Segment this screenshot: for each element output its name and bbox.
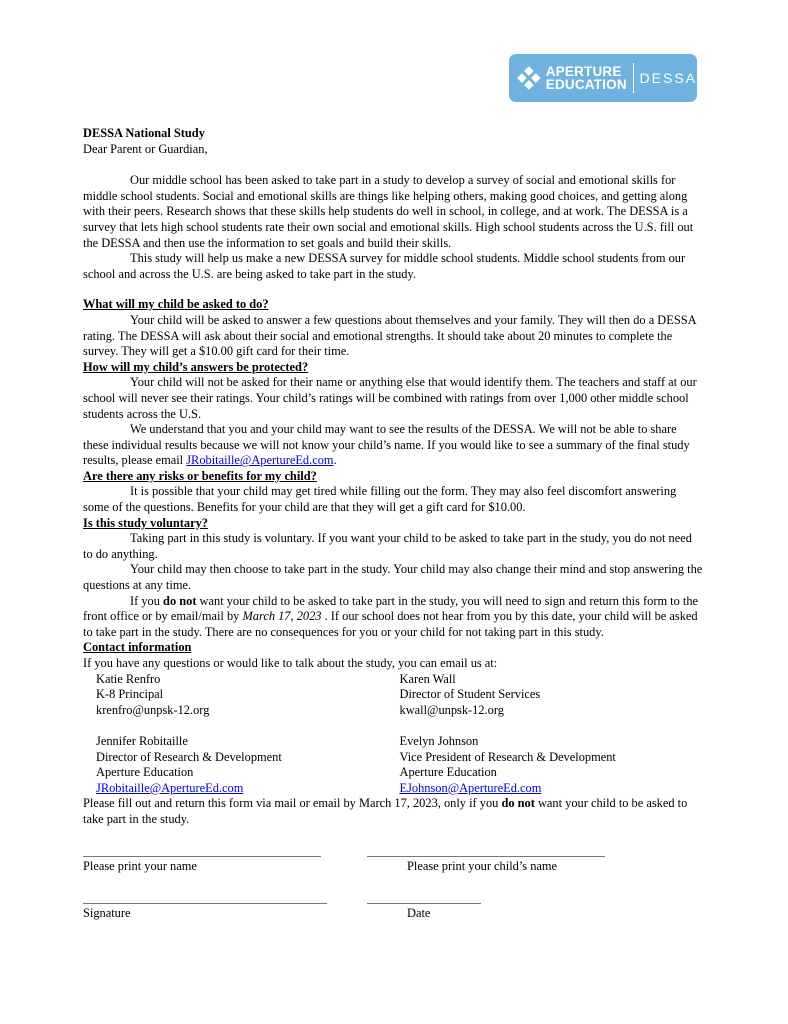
closing-text-bold: do not xyxy=(501,796,535,811)
child-name-line xyxy=(367,856,605,857)
contact-email-link[interactable]: EJohnson@ApertureEd.com xyxy=(399,780,542,795)
date-field[interactable] xyxy=(367,903,507,921)
section-heading-risks: Are there any risks or benefits for my child? xyxy=(83,468,317,483)
aperture-education-logo xyxy=(509,54,697,102)
contact-name: Katie Renfro xyxy=(96,671,161,686)
parent-name-line xyxy=(83,856,321,857)
signature-field[interactable] xyxy=(83,903,367,921)
section-heading-protection: How will my child’s answers be protected? xyxy=(83,359,309,374)
name-fields-row xyxy=(83,856,607,874)
section-risks-paragraph: It is possible that your child may get tired while filling out the form. They may also feel discomfort answering some of the questions. Benefits for your child are that they will get a gift card for $10.00. xyxy=(83,484,677,515)
protection-text: We understand that you and your child may want to see the results of the DESSA. We will not be able to share these individual results because we will not know your child’s name. If you would like to see a summary of the final study results, please email xyxy=(83,422,690,468)
contact-org: Aperture Education xyxy=(399,765,497,780)
intro-paragraph-1: Our middle school has been asked to take part in a study to develop a survey of social and emotional skills for middle school students. Social and emotional skills are things like helping others, making good choices, and getting along with their peers. Research shows that these skills help students do well in school, in college, and at work. The DESSA is a survey that lets high school students rate their own social and emotional skills. High school students across the U.S. fill out the DESSA and then use the information to set goals and build their skills. xyxy=(83,173,694,250)
contact-name: Evelyn Johnson xyxy=(399,733,479,748)
contact-title: Director of Student Services xyxy=(399,687,541,702)
contact-email-link[interactable]: JRobitaille@ApertureEd.com xyxy=(96,780,244,795)
voluntary-text-c: . If our school does not hear from you by this date, your child will be asked to take part in the study. There are no consequences for you or your child for not taking part in this study. xyxy=(83,609,698,639)
contact-title: Vice President of Research & Development xyxy=(399,749,616,764)
logo-divider xyxy=(633,63,634,93)
section-protection-paragraph-1: Your child will not be asked for their name or anything else that would identify them. The teachers and staff at our school will never see their ratings. Your child’s ratings will be combined with ratings from over 1,000 other middle school students across the U.S. xyxy=(83,375,697,421)
contacts-row-1 xyxy=(96,672,703,719)
section-heading-tasks: What will my child be asked to do? xyxy=(83,297,269,312)
signature-fields-row xyxy=(83,903,507,921)
logo-product: DESSA xyxy=(639,70,697,86)
aperture-logo-icon xyxy=(516,61,542,95)
signature-line xyxy=(83,903,327,904)
child-name-field[interactable] xyxy=(367,856,607,874)
logo-wordmark xyxy=(546,65,627,91)
date-line xyxy=(367,903,481,904)
contact-title: Director of Research & Development xyxy=(96,749,282,764)
contact-card xyxy=(96,672,400,719)
parent-name-label: Please print your name xyxy=(83,859,197,873)
date-label: Date xyxy=(407,906,431,920)
document-title: DESSA National Study xyxy=(83,126,205,140)
contact-card xyxy=(400,672,704,719)
protection-text-end: . xyxy=(333,453,337,468)
closing-text-a: Please fill out and return this form via mail or email by March 17, 2023, only if you xyxy=(83,796,502,811)
deadline-date: March 17, 2023 xyxy=(242,609,322,624)
greeting: Dear Parent or Guardian, xyxy=(83,141,208,156)
signature-label: Signature xyxy=(83,906,131,920)
intro-paragraph-2: This study will help us make a new DESSA survey for middle school students. Middle school students from our school and across the U.S. are being asked to take part in the study. xyxy=(83,251,686,281)
section-heading-contact: Contact information xyxy=(83,640,192,655)
child-name-label: Please print your child’s name xyxy=(407,859,558,873)
contact-email: kwall@unpsk-12.org xyxy=(399,702,504,717)
contact-intro: If you have any questions or would like to talk about the study, you can email us at: xyxy=(83,656,498,670)
contact-org: Aperture Education xyxy=(96,765,194,780)
contacts-row-2 xyxy=(96,734,703,796)
logo-line-1: APERTURE xyxy=(545,64,622,79)
section-heading-voluntary: Is this study voluntary? xyxy=(83,515,208,530)
closing-text-b: want your child to be asked to take part in the study. xyxy=(83,796,688,826)
parent-name-field[interactable] xyxy=(83,856,367,874)
closing-instructions xyxy=(83,796,703,827)
section-voluntary-paragraph-1: Taking part in this study is voluntary. If you want your child to be asked to take part in the study, you do not need to do anything. xyxy=(83,531,692,561)
results-email-link[interactable]: JRobitaille@ApertureEd.com xyxy=(186,453,334,468)
contact-email: krenfro@unpsk-12.org xyxy=(96,702,210,717)
letter-body xyxy=(83,126,703,828)
section-tasks-paragraph: Your child will be asked to answer a few questions about themselves and your family. They will then do a DESSA rating. The DESSA will ask about their social and emotional strengths. It should take about 20 minutes to complete the survey. They will get a $10.00 gift card for their time. xyxy=(83,312,696,359)
contact-card xyxy=(400,734,704,796)
section-voluntary-paragraph-2: Your child may then choose to take part in the study. Your child may also change their mind and stop answering the questions at any time. xyxy=(83,562,703,593)
contact-title: K-8 Principal xyxy=(96,687,164,702)
voluntary-text-bold: do not xyxy=(163,593,197,608)
contact-card xyxy=(96,734,400,796)
logo-line-2: EDUCATION xyxy=(545,77,627,92)
contact-name: Jennifer Robitaille xyxy=(96,733,188,748)
section-protection-paragraph-2 xyxy=(83,422,703,469)
contact-name: Karen Wall xyxy=(399,671,456,686)
voluntary-text-b: want your child to be asked to take part in the study, you will need to sign and return this form to the front office or by email/mail by xyxy=(83,593,699,624)
section-voluntary-paragraph-3 xyxy=(83,594,703,641)
voluntary-text-a: If you xyxy=(130,593,164,608)
